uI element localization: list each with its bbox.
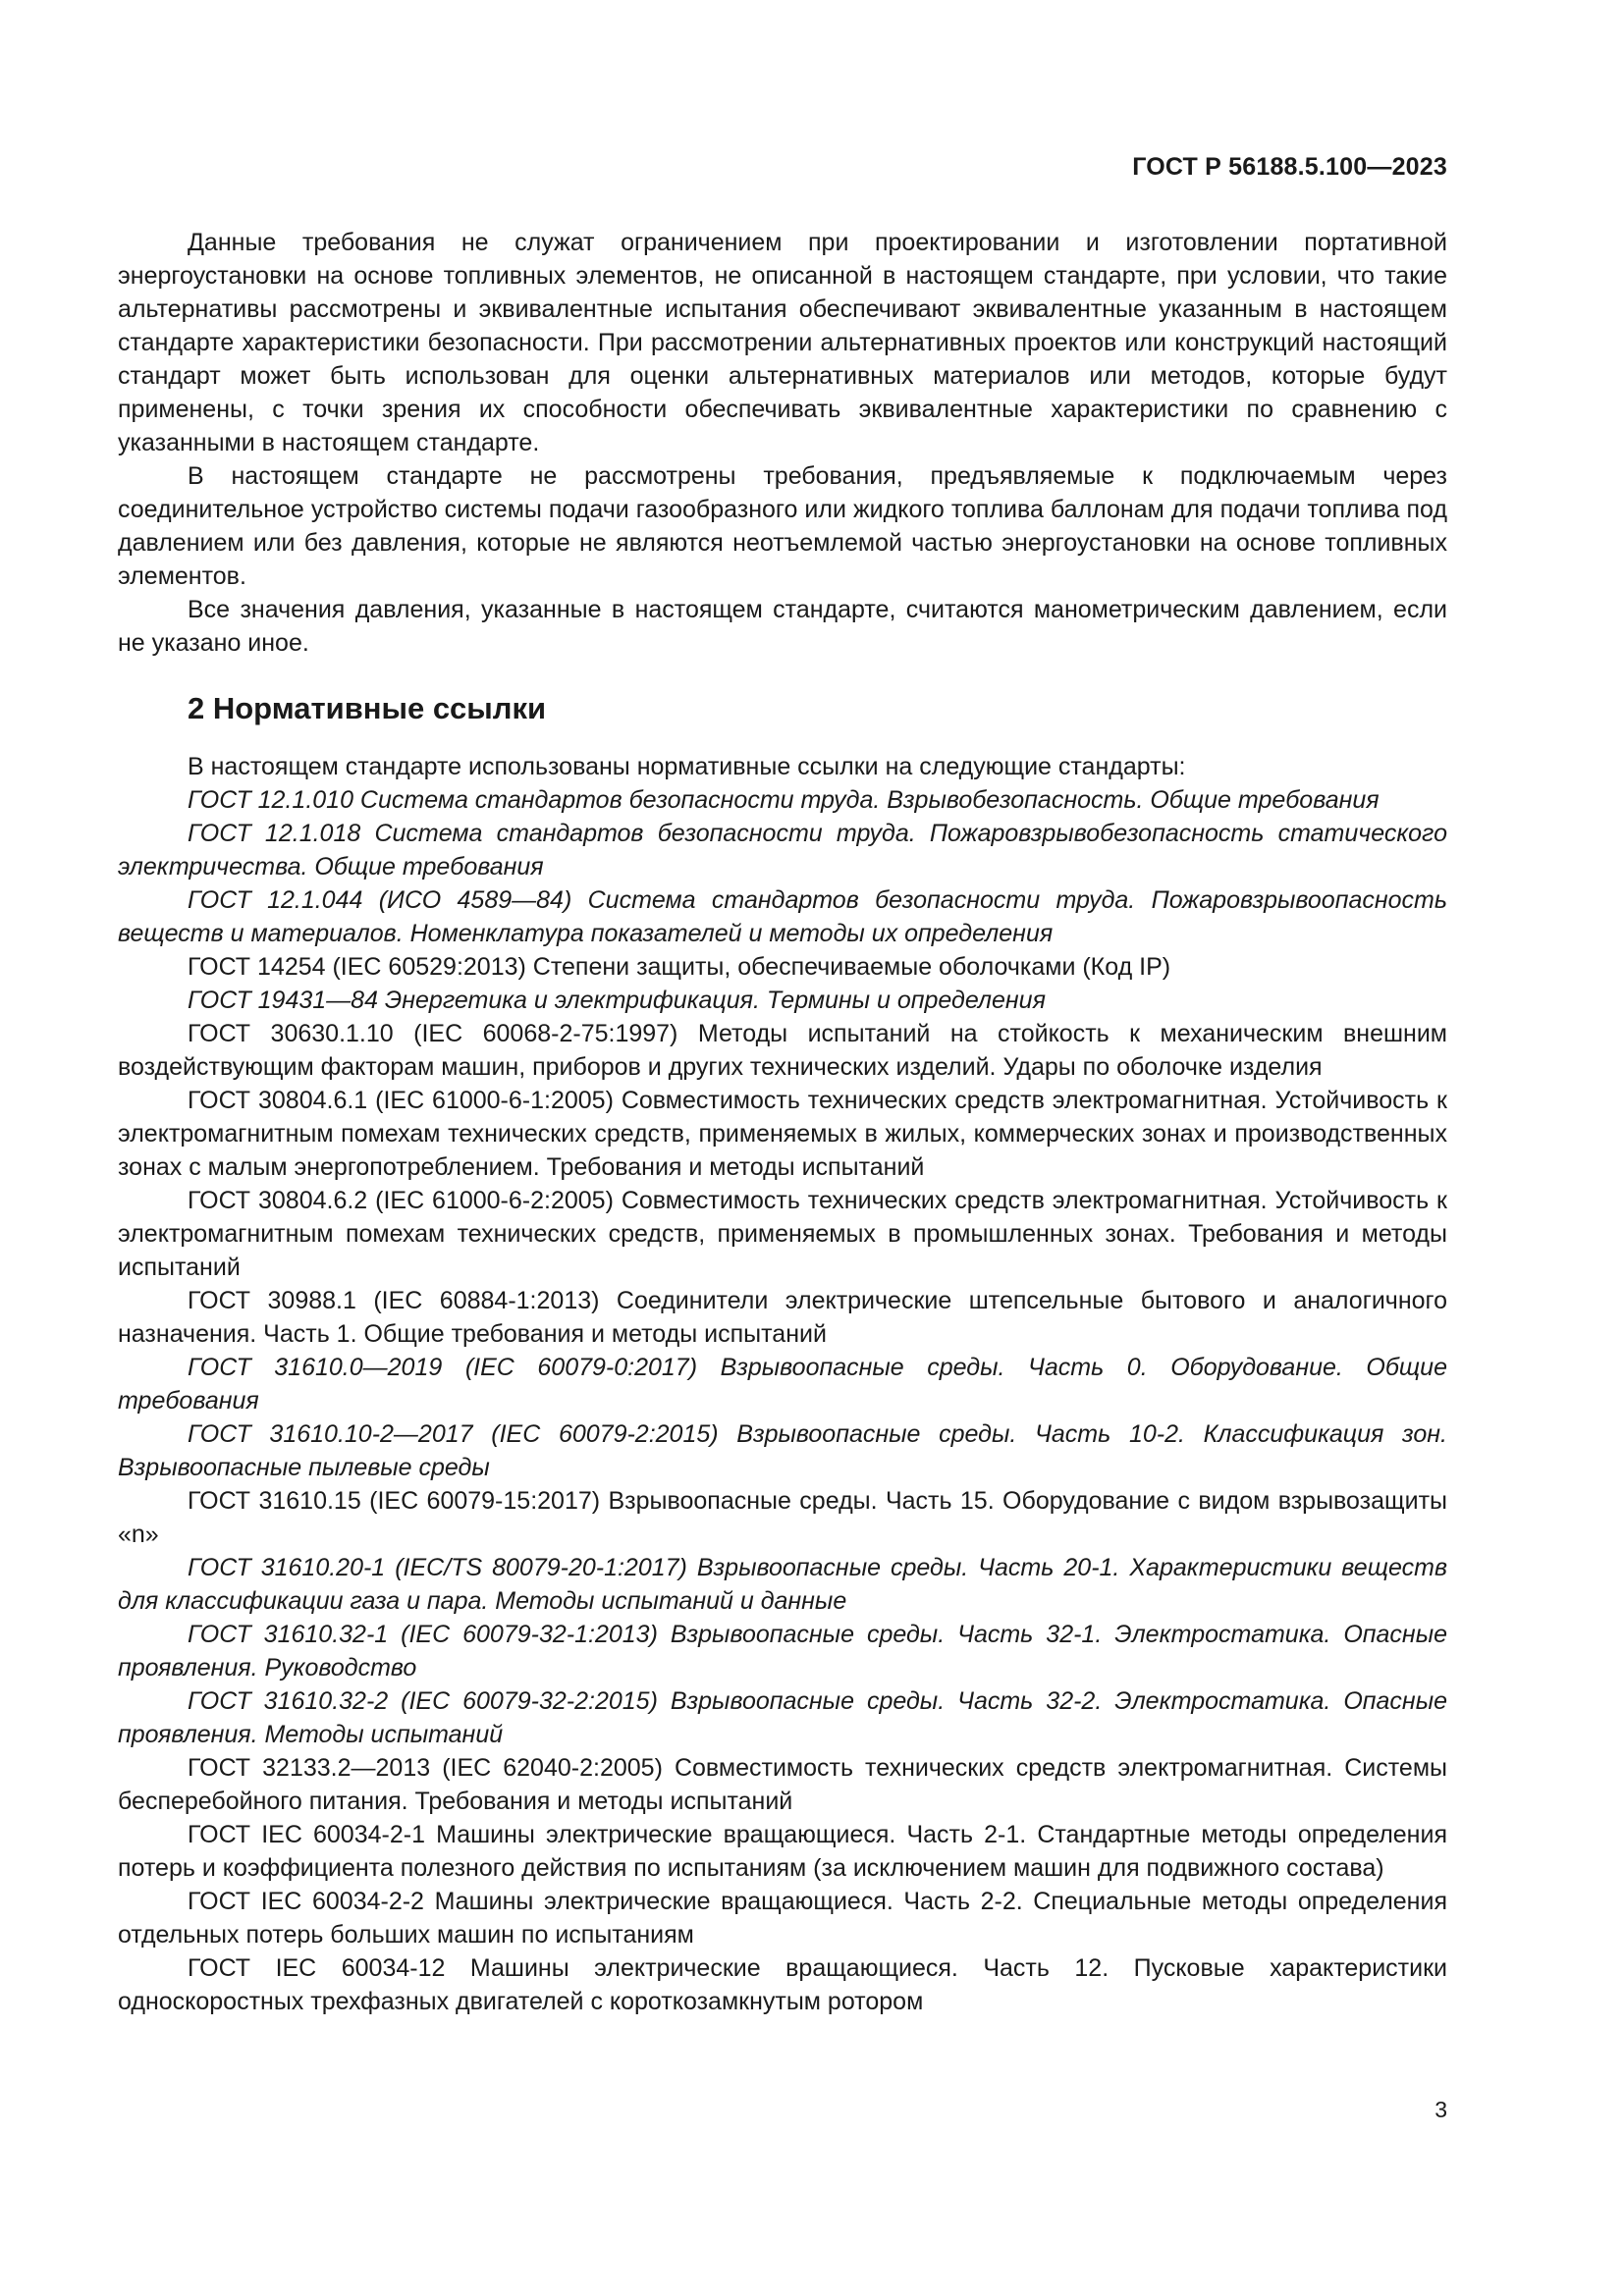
reference-item: ГОСТ 30804.6.1 (IEC 61000-6-1:2005) Совместимость технических средств электромагнитная. Устойчивость к электромагнитным помехам технических средств, применяемых в жилых, коммерческих зонах и производственных зонах с малым энергопотреблением. Требования и методы испытаний bbox=[118, 1087, 1447, 1181]
reference-item: ГОСТ 30988.1 (IEC 60884-1:2013) Соединители электрические штепсельные бытового и аналогичного назначения. Часть 1. Общие требования и методы испытаний bbox=[118, 1287, 1447, 1348]
document-code-header: ГОСТ Р 56188.5.100—2023 bbox=[1132, 153, 1447, 181]
reference-item: ГОСТ 12.1.018 Система стандартов безопасности труда. Пожаровзрывобезопасность статического электричества. Общие требования bbox=[118, 820, 1447, 881]
references-list bbox=[118, 783, 1447, 2018]
reference-item: ГОСТ 31610.32-1 (IEC 60079-32-1:2013) Взрывоопасные среды. Часть 32-1. Электростатика. Опасные проявления. Руководство bbox=[118, 1621, 1447, 1682]
reference-item: ГОСТ 31610.10-2—2017 (IEC 60079-2:2015) Взрывоопасные среды. Часть 10-2. Классификация зон. Взрывоопасные пылевые среды bbox=[118, 1420, 1447, 1481]
reference-item: ГОСТ 30630.1.10 (IEC 60068-2-75:1997) Методы испытаний на стойкость к механическим внешним воздействующим факторам машин, приборов и других технических изделий. Удары по оболочке изделия bbox=[118, 1020, 1447, 1081]
reference-item: ГОСТ 31610.20-1 (IEC/TS 80079-20-1:2017) Взрывоопасные среды. Часть 20-1. Характеристики веществ для классификации газа и пара. Методы испытаний и данные bbox=[118, 1554, 1447, 1615]
reference-item: ГОСТ 19431—84 Энергетика и электрификация. Термины и определения bbox=[188, 987, 1046, 1014]
intro-paragraph: Данные требования не служат ограничением при проектировании и изготовлении портативной энергоустановки на основе топливных элементов, не описанной в настоящем стандарте, при условии, что такие альтернативы рассмотрены и эквивалентные испытания обеспечивают эквивалентные указанным в настоящем стандарте характеристики безопасности. При рассмотрении альтернативных проектов или конструкций настоящий стандарт может быть использован для оценки альтернативных материалов или методов, которые будут применены, с точки зрения их способности обеспечивать эквивалентные характеристики по сравнению с указанными в настоящем стандарте. bbox=[118, 229, 1447, 456]
reference-item: ГОСТ 31610.0—2019 (IEC 60079-0:2017) Взрывоопасные среды. Часть 0. Оборудование. Общие требования bbox=[118, 1354, 1447, 1415]
intro-paragraph: В настоящем стандарте не рассмотрены требования, предъявляемые к подключаемым через соединительное устройство системы подачи газообразного или жидкого топлива баллонам для подачи топлива под давлением или без давления, которые не являются неотъемлемой частью энергоустановки на основе топливных элементов. bbox=[118, 462, 1447, 590]
reference-item: ГОСТ 12.1.010 Система стандартов безопасности труда. Взрывобезопасность. Общие требования bbox=[188, 786, 1380, 814]
reference-item: ГОСТ 32133.2—2013 (IEC 62040-2:2005) Совместимость технических средств электромагнитная. Системы бесперебойного питания. Требования и методы испытаний bbox=[118, 1754, 1447, 1815]
reference-item: ГОСТ IEC 60034-2-1 Машины электрические вращающиеся. Часть 2-1. Стандартные методы определения потерь и коэффициента полезного действия по испытаниям (за исключением машин для подвижного состава) bbox=[118, 1821, 1447, 1882]
reference-item: ГОСТ 30804.6.2 (IEC 61000-6-2:2005) Совместимость технических средств электромагнитная. Устойчивость к электромагнитным помехам технических средств, применяемых в промышленных зонах. Требования и методы испытаний bbox=[118, 1187, 1447, 1281]
reference-item: ГОСТ 31610.32-2 (IEC 60079-32-2:2015) Взрывоопасные среды. Часть 32-2. Электростатика. Опасные проявления. Методы испытаний bbox=[118, 1687, 1447, 1748]
page-content bbox=[118, 226, 1447, 2018]
reference-item: ГОСТ 12.1.044 (ИСО 4589—84) Система стандартов безопасности труда. Пожаровзрывоопасность веществ и материалов. Номенклатура показателей и методы их определения bbox=[118, 886, 1447, 947]
reference-item: ГОСТ 31610.15 (IEC 60079-15:2017) Взрывоопасные среды. Часть 15. Оборудование с видом взрывозащиты «n» bbox=[118, 1487, 1447, 1548]
section-lead: В настоящем стандарте использованы нормативные ссылки на следующие стандарты: bbox=[188, 753, 1186, 780]
reference-item: ГОСТ IEC 60034-2-2 Машины электрические вращающиеся. Часть 2-2. Специальные методы определения отдельных потерь больших машин по испытаниям bbox=[118, 1888, 1447, 1949]
reference-item: ГОСТ IEC 60034-12 Машины электрические вращающиеся. Часть 12. Пусковые характеристики односкоростных трехфазных двигателей с короткозамкнутым ротором bbox=[118, 1954, 1447, 2015]
intro-paragraph: Все значения давления, указанные в настоящем стандарте, считаются манометрическим давлением, если не указано иное. bbox=[118, 596, 1447, 657]
section-title: 2 Нормативные ссылки bbox=[188, 691, 547, 725]
page-number: 3 bbox=[1435, 2097, 1447, 2122]
reference-item: ГОСТ 14254 (IEC 60529:2013) Степени защиты, обеспечиваемые оболочками (Код IP) bbox=[188, 953, 1171, 981]
